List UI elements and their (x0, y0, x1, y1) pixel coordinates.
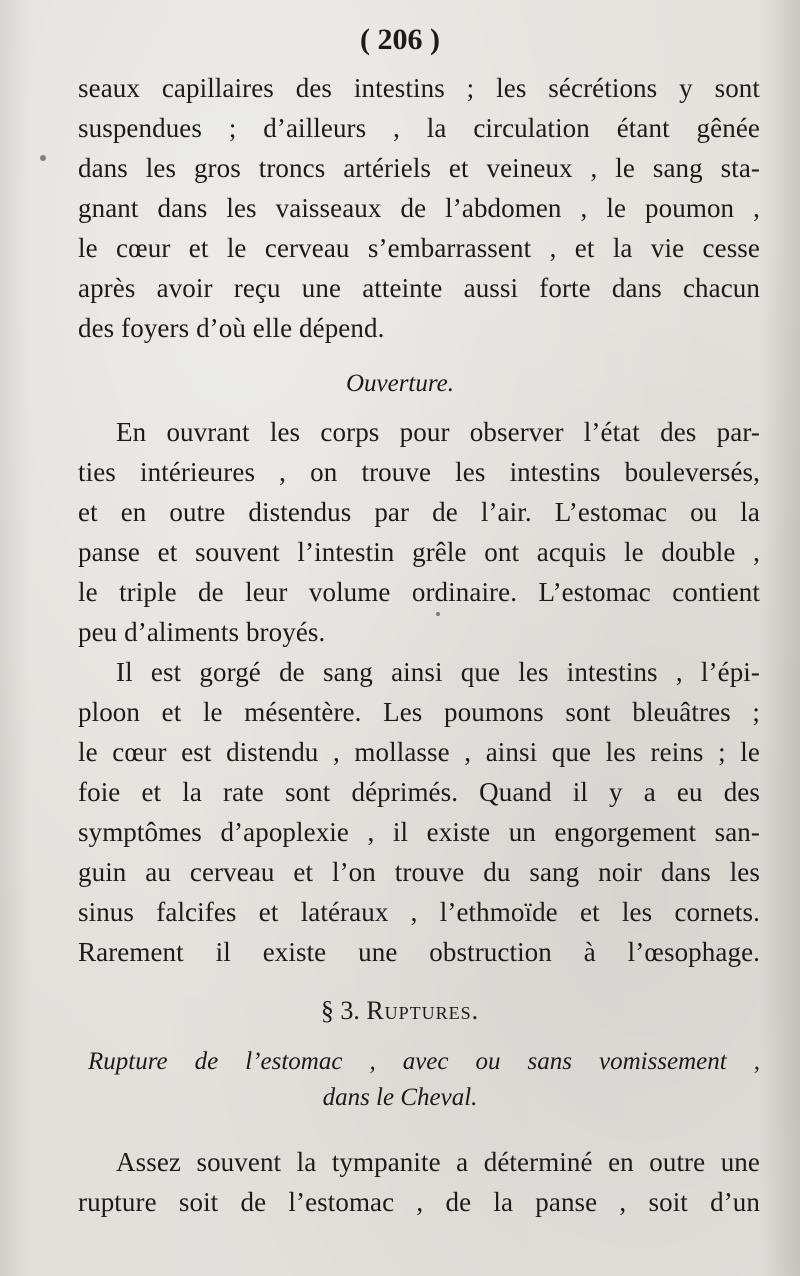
section-heading (0, 992, 800, 1030)
text-line: sinus falcifes et latéraux , l’ethmoïde et les cornets. (78, 897, 760, 927)
section-subheading: Ouverture. (345, 370, 455, 397)
text-line: dans les gros troncs artériels et veineux , le sang sta- (78, 153, 760, 183)
text-line: panse et souvent l’intestin grêle ont acquis le double , (78, 537, 760, 567)
ink-speck (40, 155, 46, 161)
text-line: symptômes d’apoplexie , il existe un engorgement san- (78, 817, 760, 847)
text-line: des foyers d’où elle dépend. (78, 313, 385, 343)
subtitle-line: Rupture de l’estomac , avec ou sans vomissement , (88, 1048, 760, 1075)
section-number: § 3. (320, 996, 360, 1025)
subtitle-line: dans le Cheval. (322, 1084, 478, 1111)
section-title: Ruptures. (366, 996, 480, 1025)
text-line: seaux capillaires des intestins ; les sécrétions y sont (78, 73, 760, 103)
text-line: rupture soit de l’estomac , de la panse , soit d’un (78, 1187, 760, 1217)
text-line: suspendues ; d’ailleurs , la circulation étant gênée (78, 113, 760, 143)
text-line: le cœur et le cerveau s’embarrassent , et la vie cesse (78, 233, 760, 263)
text-line: Rarement il existe une obstruction à l’œsophage. (78, 937, 760, 967)
text-line: Assez souvent la tympanite a déterminé en outre une (116, 1147, 760, 1177)
text-line: guin au cerveau et l’on trouve du sang noir dans les (78, 857, 760, 887)
text-line: Il est gorgé de sang ainsi que les intestins , l’épi- (116, 657, 760, 687)
text-line: et en outre distendus par de l’air. L’estomac ou la (78, 497, 760, 527)
text-line: ploon et le mésentère. Les poumons sont bleuâtres ; (78, 697, 760, 727)
text-line: ties intérieures , on trouve les intestins bouleversés, (78, 457, 760, 487)
text-line: gnant dans les vaisseaux de l’abdomen , le poumon , (78, 193, 760, 223)
text-line: peu d’aliments broyés. (78, 617, 326, 647)
text-line: le triple de leur volume ordinaire. L’estomac contient (78, 577, 760, 607)
text-line: foie et la rate sont déprimés. Quand il y a eu des (78, 777, 760, 807)
page-number: ( 206 ) (360, 23, 440, 56)
text-line: après avoir reçu une atteinte aussi forte dans chacun (78, 273, 760, 303)
text-line: En ouvrant les corps pour observer l’état des par- (116, 417, 760, 447)
text-line: le cœur est distendu , mollasse , ainsi que les reins ; le (78, 737, 760, 767)
ink-speck (436, 612, 440, 616)
